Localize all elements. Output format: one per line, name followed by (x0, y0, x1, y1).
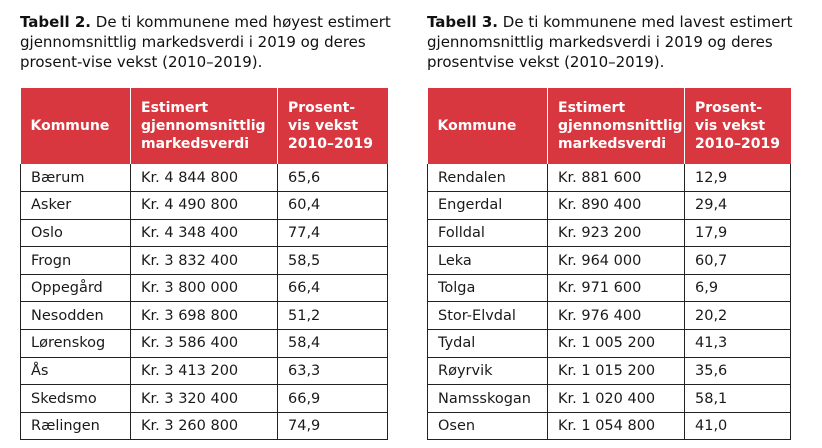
cell-vekst: 12,9 (685, 164, 791, 192)
cell-markedsverdi: Kr. 1 015 200 (548, 357, 685, 385)
table-row (428, 385, 791, 413)
table-3-header-row (428, 88, 791, 164)
cell-kommune: Lørenskog (21, 330, 131, 358)
cell-kommune: Frogn (21, 247, 131, 275)
cell-markedsverdi: Kr. 4 490 800 (131, 192, 278, 220)
cell-kommune: Folldal (428, 219, 548, 247)
cell-markedsverdi: Kr. 3 413 200 (131, 357, 278, 385)
cell-vekst: 51,2 (278, 302, 388, 330)
cell-markedsverdi: Kr. 3 586 400 (131, 330, 278, 358)
cell-kommune: Skedsmo (21, 385, 131, 413)
column-header-vekst: Prosent- vis vekst 2010–2019 (278, 88, 388, 164)
table-row (21, 192, 388, 220)
table-row (428, 164, 791, 192)
cell-vekst: 35,6 (685, 357, 791, 385)
cell-markedsverdi: Kr. 3 800 000 (131, 274, 278, 302)
table-row (428, 219, 791, 247)
table-row (21, 357, 388, 385)
cell-kommune: Tolga (428, 274, 548, 302)
cell-kommune: Namsskogan (428, 385, 548, 413)
cell-kommune: Asker (21, 192, 131, 220)
table-row (428, 330, 791, 358)
cell-markedsverdi: Kr. 976 400 (548, 302, 685, 330)
table-row (21, 247, 388, 275)
cell-markedsverdi: Kr. 3 698 800 (131, 302, 278, 330)
table-row (428, 302, 791, 330)
table-row (21, 302, 388, 330)
cell-vekst: 29,4 (685, 192, 791, 220)
cell-vekst: 60,7 (685, 247, 791, 275)
cell-vekst: 20,2 (685, 302, 791, 330)
cell-vekst: 60,4 (278, 192, 388, 220)
cell-kommune: Osen (428, 412, 548, 440)
cell-markedsverdi: Kr. 1 054 800 (548, 412, 685, 440)
cell-vekst: 58,5 (278, 247, 388, 275)
cell-kommune: Bærum (21, 164, 131, 192)
cell-kommune: Tydal (428, 330, 548, 358)
table-row (21, 164, 388, 192)
cell-kommune: Nesodden (21, 302, 131, 330)
cell-markedsverdi: Kr. 3 260 800 (131, 412, 278, 440)
table-2-caption (20, 12, 400, 78)
cell-kommune: Leka (428, 247, 548, 275)
cell-markedsverdi: Kr. 4 844 800 (131, 164, 278, 192)
table-2-label: Tabell 2. (20, 13, 91, 31)
cell-kommune: Oslo (21, 219, 131, 247)
cell-vekst: 41,0 (685, 412, 791, 440)
cell-markedsverdi: Kr. 923 200 (548, 219, 685, 247)
table-row (21, 385, 388, 413)
table-2-body (21, 164, 388, 440)
table-row (21, 330, 388, 358)
column-header-markedsverdi: Estimert gjennomsnittlig markedsverdi (131, 88, 278, 164)
cell-markedsverdi: Kr. 890 400 (548, 192, 685, 220)
table-2 (20, 88, 388, 440)
column-header-kommune: Kommune (437, 118, 517, 134)
cell-vekst: 58,1 (685, 385, 791, 413)
cell-markedsverdi: Kr. 964 000 (548, 247, 685, 275)
cell-markedsverdi: Kr. 3 832 400 (131, 247, 278, 275)
cell-kommune: Stor-Elvdal (428, 302, 548, 330)
cell-kommune: Rendalen (428, 164, 548, 192)
cell-kommune: Oppegård (21, 274, 131, 302)
table-row (428, 274, 791, 302)
table-row (428, 247, 791, 275)
cell-markedsverdi: Kr. 1 005 200 (548, 330, 685, 358)
cell-markedsverdi: Kr. 1 020 400 (548, 385, 685, 413)
cell-vekst: 17,9 (685, 219, 791, 247)
cell-vekst: 66,9 (278, 385, 388, 413)
table-3-caption (427, 12, 807, 78)
column-header-vekst: Prosent- vis vekst 2010–2019 (685, 88, 791, 164)
table-3-label: Tabell 3. (427, 13, 498, 31)
table-2-panel (20, 12, 400, 435)
column-header-kommune: Kommune (30, 118, 110, 134)
table-3-panel (427, 12, 807, 435)
column-header-markedsverdi: Estimert gjennomsnittlig markedsverdi (548, 88, 685, 164)
table-2-caption-text: De ti kommunene med høyest estimert gjennomsnittlig markedsverdi i 2019 og deres prosent-vise vekst (2010–2019). (20, 13, 391, 71)
table-row (428, 412, 791, 440)
table-row (428, 357, 791, 385)
cell-markedsverdi: Kr. 971 600 (548, 274, 685, 302)
cell-kommune: Røyrvik (428, 357, 548, 385)
cell-vekst: 58,4 (278, 330, 388, 358)
table-row (428, 192, 791, 220)
cell-vekst: 74,9 (278, 412, 388, 440)
table-2-header-row (21, 88, 388, 164)
cell-vekst: 77,4 (278, 219, 388, 247)
table-row (21, 219, 388, 247)
cell-vekst: 41,3 (685, 330, 791, 358)
cell-markedsverdi: Kr. 3 320 400 (131, 385, 278, 413)
cell-kommune: Engerdal (428, 192, 548, 220)
cell-vekst: 65,6 (278, 164, 388, 192)
table-3 (427, 88, 791, 440)
cell-kommune: Rælingen (21, 412, 131, 440)
table-row (21, 412, 388, 440)
cell-vekst: 66,4 (278, 274, 388, 302)
cell-kommune: Ås (21, 357, 131, 385)
table-row (21, 274, 388, 302)
cell-markedsverdi: Kr. 4 348 400 (131, 219, 278, 247)
table-3-caption-text: De ti kommunene med lavest estimert gjennomsnittlig markedsverdi i 2019 og deres prosentvise vekst (2010–2019). (427, 13, 793, 71)
cell-markedsverdi: Kr. 881 600 (548, 164, 685, 192)
table-3-body (428, 164, 791, 440)
cell-vekst: 63,3 (278, 357, 388, 385)
cell-vekst: 6,9 (685, 274, 791, 302)
